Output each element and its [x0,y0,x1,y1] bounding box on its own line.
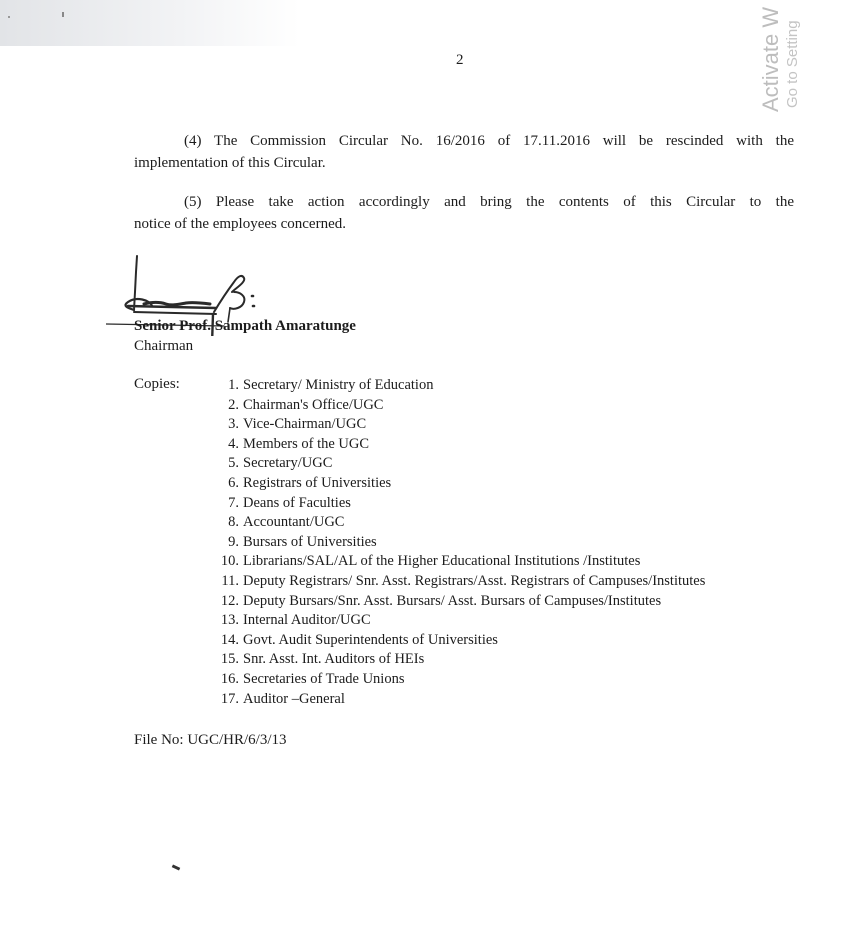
paragraph-4 [134,130,794,174]
list-item: 11. Deputy Registrars/ Snr. Asst. Registrars/Asst. Registrars of Campuses/Institutes [221,572,706,589]
scan-mark [172,864,181,870]
list-item: 16. Secretaries of Trade Unions [220,670,405,687]
list-item: 2. Chairman's Office/UGC [228,396,384,413]
list-item: 10. Librarians/SAL/AL of the Higher Educational Institutions /Institutes [220,553,641,570]
watermark-line-2: Go to Setting [784,20,801,108]
list-item: 1. Secretary/ Ministry of Education [228,377,434,393]
activation-watermark [740,0,860,120]
paragraph-4-line-1: (4) The Commission Circular No. 16/2016 of 17.11.2016 will be rescinded with the [184,133,794,149]
list-item: 14. Govt. Audit Superintendents of Universities [220,631,498,648]
paragraph-5-line-1: (5) Please take action accordingly and bring the contents of this Circular to the [184,194,794,210]
page-number: 2 [456,52,464,68]
file-number: File No: UGC/HR/6/3/13 [134,732,287,748]
copies-label: Copies: [134,376,180,392]
list-item: 6. Registrars of Universities [228,474,392,491]
watermark-line-1: Activate W [758,6,783,112]
list-item: 17. Auditor –General [220,690,345,707]
signatory-title: Chairman [134,338,194,354]
paragraph-4-line-2: implementation of this Circular. [134,155,326,171]
list-item: 9. Bursars of Universities [228,533,377,550]
list-item: 15. Snr. Asst. Int. Auditors of HEIs [220,651,425,668]
paragraph-5 [134,191,794,235]
list-item: 5. Secretary/UGC [228,455,333,472]
list-item: 4. Members of the UGC [228,435,370,452]
list-item: 3. Vice-Chairman/UGC [228,416,367,433]
list-item: 8. Accountant/UGC [228,514,345,531]
scan-edge-shadow [0,0,300,46]
scan-speck [8,16,10,18]
list-item: 7. Deans of Faculties [228,494,351,511]
list-item: 13. Internal Auditor/UGC [220,612,371,629]
signatory-name: Senior Prof. Sampath Amaratunge [134,318,356,334]
paragraph-5-line-2: notice of the employees concerned. [134,216,346,232]
scan-speck [62,12,64,17]
copies-list [213,376,705,709]
list-item: 12. Deputy Bursars/Snr. Asst. Bursars/ Asst. Bursars of Campuses/Institutes [220,592,662,609]
